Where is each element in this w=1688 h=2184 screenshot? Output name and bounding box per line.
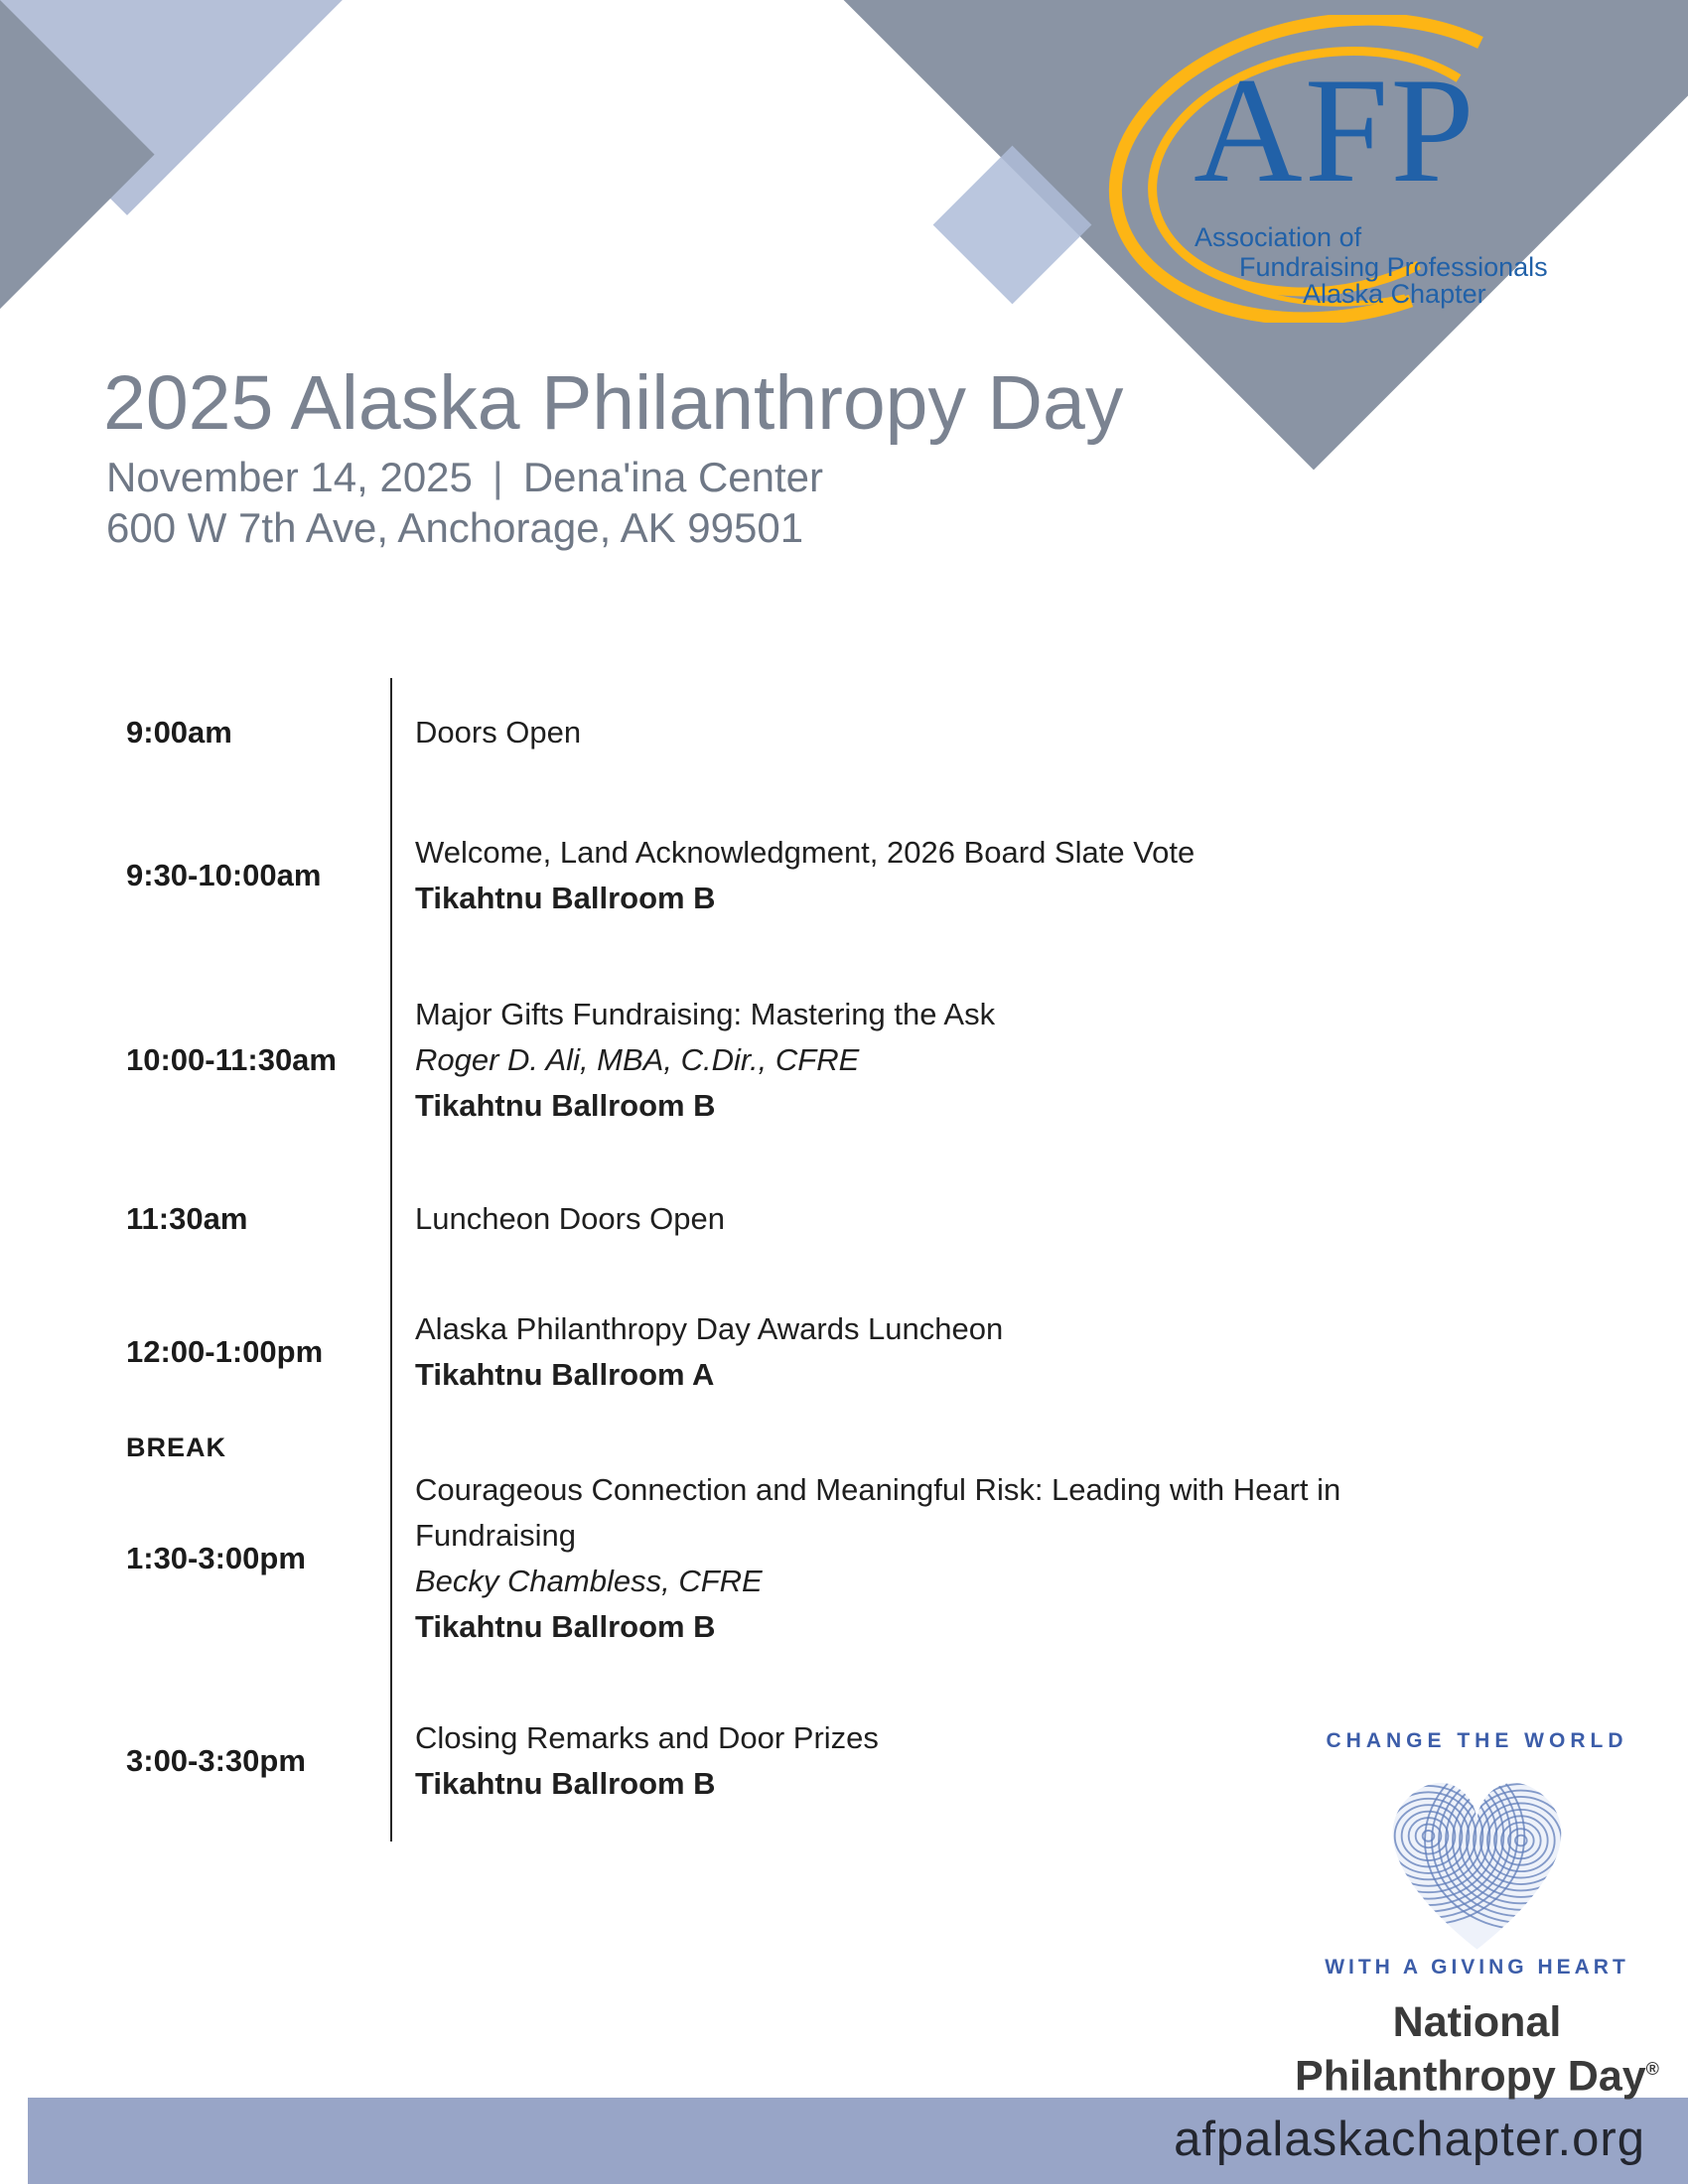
schedule-session-line: Welcome, Land Acknowledgment, 2026 Board Slate Vote bbox=[415, 835, 1196, 870]
schedule-time: 9:30-10:00am bbox=[126, 858, 322, 892]
schedule-row bbox=[126, 1465, 1397, 1652]
schedule-session-line: Closing Remarks and Door Prizes bbox=[415, 1720, 879, 1755]
schedule-time: 9:00am bbox=[126, 715, 232, 750]
fingerprint-heart-icon bbox=[1360, 1757, 1594, 1966]
schedule-session-line: Tikahtnu Ballroom A bbox=[415, 1357, 715, 1392]
schedule-session bbox=[415, 1306, 1397, 1398]
schedule-session bbox=[415, 710, 1397, 755]
separator: | bbox=[492, 454, 503, 500]
event-address: 600 W 7th Ave, Anchorage, AK 99501 bbox=[106, 504, 804, 551]
schedule-session bbox=[415, 830, 1397, 921]
npd-tagline-bottom: WITH A GIVING HEART bbox=[1325, 1956, 1629, 1979]
event-date-line bbox=[106, 452, 823, 502]
schedule-time: 12:00-1:00pm bbox=[126, 1334, 324, 1369]
schedule-row bbox=[126, 1304, 1397, 1400]
schedule-row bbox=[126, 1191, 1397, 1247]
schedule-session-line: Doors Open bbox=[415, 715, 582, 750]
schedule-session-line: Luncheon Doors Open bbox=[415, 1201, 725, 1236]
schedule-session-line: Alaska Philanthropy Day Awards Luncheon bbox=[415, 1311, 1004, 1346]
schedule-session-line: Tikahtnu Ballroom B bbox=[415, 1088, 716, 1123]
afp-org-name-line1: Association of bbox=[1195, 222, 1362, 252]
schedule-session-line: Tikahtnu Ballroom B bbox=[415, 881, 716, 915]
schedule-row bbox=[126, 705, 1397, 760]
schedule-time: 1:30-3:00pm bbox=[126, 1541, 306, 1575]
npd-name-line1: National bbox=[1392, 1998, 1562, 2046]
npd-name-line2: Philanthropy Day® bbox=[1295, 2052, 1659, 2101]
schedule-session-line: Courageous Connection and Meaningful Risk: Leading with Heart in Fundraising bbox=[415, 1472, 1341, 1553]
event-date: November 14, 2025 bbox=[106, 454, 473, 500]
schedule-break-row bbox=[126, 1428, 1397, 1467]
npd-tagline-top: CHANGE THE WORLD bbox=[1326, 1729, 1628, 1752]
npd-name bbox=[1276, 1999, 1678, 2100]
schedule-session-line: Tikahtnu Ballroom B bbox=[415, 1766, 716, 1801]
afp-org-name-line3: Alaska Chapter bbox=[1303, 279, 1486, 309]
event-meta bbox=[106, 452, 823, 553]
schedule-session-line: Major Gifts Fundraising: Mastering the Ask bbox=[415, 997, 996, 1031]
footer-band bbox=[28, 2098, 1688, 2184]
schedule-time: 3:00-3:30pm bbox=[126, 1743, 306, 1778]
afp-logo-acronym: AFP bbox=[1194, 47, 1477, 213]
schedule-session-line: Tikahtnu Ballroom B bbox=[415, 1609, 716, 1644]
schedule-row bbox=[126, 828, 1397, 923]
schedule-session bbox=[415, 1196, 1397, 1242]
event-venue: Dena'ina Center bbox=[522, 454, 824, 500]
schedule-time: BREAK bbox=[126, 1432, 227, 1462]
schedule-session-line: Roger D. Ali, MBA, C.Dir., CFRE bbox=[415, 1042, 860, 1077]
afp-org-name-line2: Fundraising Professionals bbox=[1239, 252, 1548, 282]
schedule-row bbox=[126, 991, 1397, 1130]
schedule-row bbox=[126, 1713, 1397, 1809]
registered-mark: ® bbox=[1645, 2059, 1659, 2079]
schedule-session bbox=[415, 992, 1397, 1129]
schedule-session-line: Becky Chambless, CFRE bbox=[415, 1564, 763, 1598]
schedule-session bbox=[415, 1467, 1397, 1650]
website-url[interactable]: afpalaskachapter.org bbox=[1174, 2113, 1645, 2166]
schedule-session bbox=[415, 1715, 1397, 1807]
schedule-time: 11:30am bbox=[126, 1201, 248, 1236]
schedule-time: 10:00-11:30am bbox=[126, 1042, 337, 1077]
page-title: 2025 Alaska Philanthropy Day bbox=[103, 360, 1124, 446]
